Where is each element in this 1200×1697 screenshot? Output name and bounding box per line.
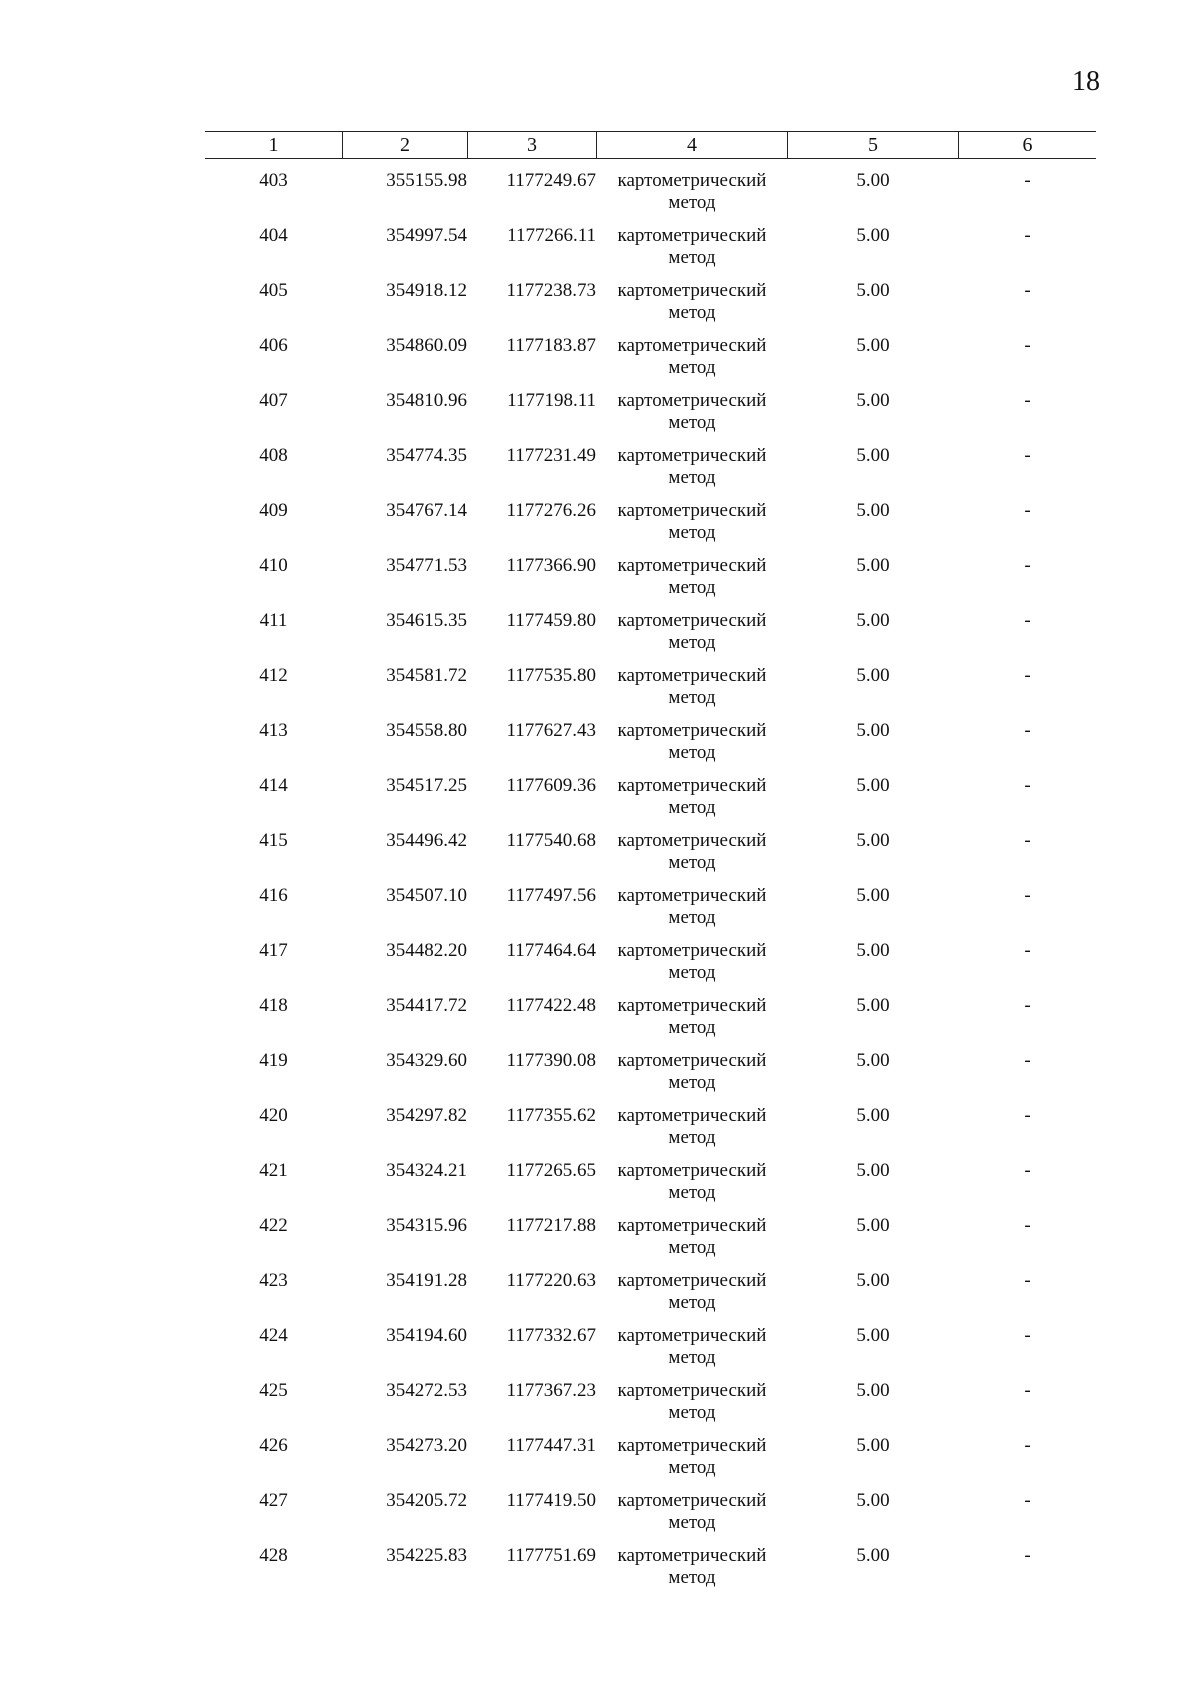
coordinate-y: 1177231.49 — [506, 445, 596, 466]
coordinate-x: 354767.14 — [386, 500, 467, 521]
table-row — [205, 324, 1096, 379]
accuracy-value: 5.00 — [856, 1050, 890, 1071]
coordinate-y: 1177266.11 — [507, 225, 596, 246]
method-line-1: картометрический — [617, 1105, 767, 1126]
determination-method — [597, 1105, 787, 1149]
accuracy-value: 5.00 — [856, 1545, 890, 1566]
coordinate-x: 354225.83 — [386, 1545, 467, 1566]
method-line-2: метод — [668, 1017, 716, 1038]
method-line-2: метод — [668, 1127, 716, 1148]
determination-method — [597, 1380, 787, 1424]
coordinate-x: 354297.82 — [386, 1105, 467, 1126]
determination-method — [597, 500, 787, 544]
table-row — [205, 1149, 1096, 1204]
method-line-1: картометрический — [617, 555, 767, 576]
method-line-2: метод — [668, 247, 716, 268]
point-number: 408 — [259, 445, 288, 466]
coordinate-y: 1177355.62 — [506, 1105, 596, 1126]
method-line-1: картометрический — [617, 1270, 767, 1291]
method-line-1: картометрический — [617, 720, 767, 741]
table-row — [205, 544, 1096, 599]
table-row — [205, 1534, 1096, 1589]
point-number: 404 — [259, 225, 288, 246]
method-line-2: метод — [668, 412, 716, 433]
coordinate-x: 355155.98 — [386, 170, 467, 191]
coordinate-x: 354507.10 — [386, 885, 467, 906]
coordinate-x: 354194.60 — [386, 1325, 467, 1346]
coordinate-y: 1177249.67 — [506, 170, 596, 191]
coordinate-y: 1177459.80 — [506, 610, 596, 631]
note-value: - — [1024, 1105, 1031, 1126]
determination-method — [597, 885, 787, 929]
method-line-1: картометрический — [617, 500, 767, 521]
table-header-row — [205, 131, 1096, 159]
table-row — [205, 1204, 1096, 1259]
note-value: - — [1024, 995, 1031, 1016]
method-line-2: метод — [668, 687, 716, 708]
note-value: - — [1024, 665, 1031, 686]
table-row — [205, 819, 1096, 874]
method-line-1: картометрический — [617, 225, 767, 246]
table-row — [205, 1369, 1096, 1424]
method-line-1: картометрический — [617, 665, 767, 686]
page-number: 18 — [1072, 66, 1100, 97]
determination-method — [597, 830, 787, 874]
coordinate-y: 1177464.64 — [506, 940, 596, 961]
method-line-1: картометрический — [617, 940, 767, 961]
accuracy-value: 5.00 — [856, 665, 890, 686]
method-line-1: картометрический — [617, 1160, 767, 1181]
table-row — [205, 654, 1096, 709]
method-line-2: метод — [668, 742, 716, 763]
determination-method — [597, 1215, 787, 1259]
coordinate-y: 1177540.68 — [506, 830, 596, 851]
point-number: 423 — [259, 1270, 288, 1291]
note-value: - — [1024, 555, 1031, 576]
determination-method — [597, 1160, 787, 1204]
determination-method — [597, 280, 787, 324]
coordinate-y: 1177609.36 — [506, 775, 596, 796]
method-line-1: картометрический — [617, 1380, 767, 1401]
note-value: - — [1024, 1490, 1031, 1511]
coordinate-x: 354324.21 — [386, 1160, 467, 1181]
note-value: - — [1024, 1325, 1031, 1346]
accuracy-value: 5.00 — [856, 390, 890, 411]
method-line-2: метод — [668, 357, 716, 378]
coordinate-y: 1177535.80 — [506, 665, 596, 686]
note-value: - — [1024, 830, 1031, 851]
column-header-1: 1 — [268, 134, 279, 156]
method-line-1: картометрический — [617, 1435, 767, 1456]
coordinate-y: 1177183.87 — [506, 335, 596, 356]
accuracy-value: 5.00 — [856, 170, 890, 191]
note-value: - — [1024, 1270, 1031, 1291]
coordinate-x: 354774.35 — [386, 445, 467, 466]
accuracy-value: 5.00 — [856, 555, 890, 576]
method-line-1: картометрический — [617, 610, 767, 631]
coordinate-x: 354191.28 — [386, 1270, 467, 1291]
note-value: - — [1024, 1545, 1031, 1566]
coordinate-x: 354860.09 — [386, 335, 467, 356]
method-line-2: метод — [668, 467, 716, 488]
method-line-2: метод — [668, 797, 716, 818]
coordinate-x: 354417.72 — [386, 995, 467, 1016]
method-line-1: картометрический — [617, 1215, 767, 1236]
accuracy-value: 5.00 — [856, 280, 890, 301]
method-line-1: картометрический — [617, 390, 767, 411]
accuracy-value: 5.00 — [856, 940, 890, 961]
table-row — [205, 434, 1096, 489]
coordinate-y: 1177497.56 — [506, 885, 596, 906]
note-value: - — [1024, 225, 1031, 246]
table-row — [205, 1094, 1096, 1149]
coordinate-y: 1177217.88 — [506, 1215, 596, 1236]
coordinate-x: 354517.25 — [386, 775, 467, 796]
coordinate-y: 1177627.43 — [506, 720, 596, 741]
method-line-2: метод — [668, 1072, 716, 1093]
determination-method — [597, 445, 787, 489]
accuracy-value: 5.00 — [856, 1215, 890, 1236]
coordinate-y: 1177366.90 — [506, 555, 596, 576]
point-number: 410 — [259, 555, 288, 576]
note-value: - — [1024, 500, 1031, 521]
accuracy-value: 5.00 — [856, 995, 890, 1016]
point-number: 419 — [259, 1050, 288, 1071]
coordinate-x: 354558.80 — [386, 720, 467, 741]
method-line-1: картометрический — [617, 1050, 767, 1071]
table-body — [205, 159, 1096, 1589]
table-row — [205, 379, 1096, 434]
point-number: 403 — [259, 170, 288, 191]
coordinate-x: 354273.20 — [386, 1435, 467, 1456]
determination-method — [597, 1435, 787, 1479]
determination-method — [597, 940, 787, 984]
accuracy-value: 5.00 — [856, 720, 890, 741]
note-value: - — [1024, 445, 1031, 466]
column-header-4: 4 — [687, 134, 697, 156]
note-value: - — [1024, 940, 1031, 961]
method-line-2: метод — [668, 632, 716, 653]
coordinate-y: 1177238.73 — [506, 280, 596, 301]
method-line-2: метод — [668, 522, 716, 543]
note-value: - — [1024, 280, 1031, 301]
coordinate-y: 1177332.67 — [506, 1325, 596, 1346]
coordinate-y: 1177447.31 — [506, 1435, 596, 1456]
coordinate-y: 1177367.23 — [506, 1380, 596, 1401]
coordinate-x: 354771.53 — [386, 555, 467, 576]
determination-method — [597, 335, 787, 379]
coordinate-y: 1177422.48 — [506, 995, 596, 1016]
coordinate-x: 354272.53 — [386, 1380, 467, 1401]
accuracy-value: 5.00 — [856, 885, 890, 906]
determination-method — [597, 1325, 787, 1369]
coordinate-y: 1177390.08 — [506, 1050, 596, 1071]
determination-method — [597, 1545, 787, 1589]
coordinate-y: 1177751.69 — [506, 1545, 596, 1566]
coordinate-x: 354329.60 — [386, 1050, 467, 1071]
coordinate-x: 354205.72 — [386, 1490, 467, 1511]
method-line-1: картометрический — [617, 830, 767, 851]
coordinate-y: 1177276.26 — [506, 500, 596, 521]
method-line-2: метод — [668, 852, 716, 873]
point-number: 416 — [259, 885, 288, 906]
method-line-1: картометрический — [617, 1545, 767, 1566]
coordinate-y: 1177419.50 — [506, 1490, 596, 1511]
coordinate-x: 354315.96 — [386, 1215, 467, 1236]
table-row — [205, 1259, 1096, 1314]
note-value: - — [1024, 1435, 1031, 1456]
point-number: 417 — [259, 940, 288, 961]
accuracy-value: 5.00 — [856, 1490, 890, 1511]
accuracy-value: 5.00 — [856, 1105, 890, 1126]
determination-method — [597, 390, 787, 434]
determination-method — [597, 225, 787, 269]
method-line-2: метод — [668, 577, 716, 598]
point-number: 420 — [259, 1105, 288, 1126]
determination-method — [597, 995, 787, 1039]
point-number: 414 — [259, 775, 288, 796]
accuracy-value: 5.00 — [856, 1160, 890, 1181]
note-value: - — [1024, 1380, 1031, 1401]
point-number: 407 — [259, 390, 288, 411]
table-row — [205, 1424, 1096, 1479]
accuracy-value: 5.00 — [856, 775, 890, 796]
point-number: 422 — [259, 1215, 288, 1236]
point-number: 413 — [259, 720, 288, 741]
accuracy-value: 5.00 — [856, 610, 890, 631]
table-row — [205, 874, 1096, 929]
coordinate-x: 354496.42 — [386, 830, 467, 851]
accuracy-value: 5.00 — [856, 1325, 890, 1346]
point-number: 409 — [259, 500, 288, 521]
method-line-2: метод — [668, 1567, 716, 1588]
note-value: - — [1024, 390, 1031, 411]
determination-method — [597, 555, 787, 599]
method-line-1: картометрический — [617, 280, 767, 301]
method-line-2: метод — [668, 1292, 716, 1313]
coordinate-x: 354997.54 — [386, 225, 467, 246]
coordinate-y: 1177198.11 — [507, 390, 596, 411]
table-row — [205, 1039, 1096, 1094]
coordinates-table — [205, 131, 1096, 1589]
table-row — [205, 269, 1096, 324]
point-number: 405 — [259, 280, 288, 301]
method-line-2: метод — [668, 192, 716, 213]
accuracy-value: 5.00 — [856, 1380, 890, 1401]
method-line-1: картометрический — [617, 885, 767, 906]
point-number: 424 — [259, 1325, 288, 1346]
determination-method — [597, 720, 787, 764]
note-value: - — [1024, 335, 1031, 356]
method-line-1: картометрический — [617, 995, 767, 1016]
method-line-2: метод — [668, 1237, 716, 1258]
coordinate-x: 354581.72 — [386, 665, 467, 686]
coordinate-y: 1177265.65 — [506, 1160, 596, 1181]
column-header-5: 5 — [868, 134, 878, 156]
point-number: 421 — [259, 1160, 288, 1181]
method-line-1: картометрический — [617, 335, 767, 356]
point-number: 426 — [259, 1435, 288, 1456]
method-line-1: картометрический — [617, 1325, 767, 1346]
point-number: 411 — [259, 610, 288, 631]
determination-method — [597, 610, 787, 654]
note-value: - — [1024, 610, 1031, 631]
table-row — [205, 214, 1096, 269]
method-line-2: метод — [668, 962, 716, 983]
column-header-3: 3 — [527, 134, 537, 156]
point-number: 412 — [259, 665, 288, 686]
note-value: - — [1024, 720, 1031, 741]
determination-method — [597, 1270, 787, 1314]
note-value: - — [1024, 885, 1031, 906]
point-number: 415 — [259, 830, 288, 851]
coordinate-x: 354810.96 — [386, 390, 467, 411]
note-value: - — [1024, 1215, 1031, 1236]
method-line-2: метод — [668, 302, 716, 323]
point-number: 425 — [259, 1380, 288, 1401]
coordinate-y: 1177220.63 — [506, 1270, 596, 1291]
accuracy-value: 5.00 — [856, 1270, 890, 1291]
note-value: - — [1024, 1050, 1031, 1071]
method-line-2: метод — [668, 1402, 716, 1423]
table-row — [205, 984, 1096, 1039]
method-line-1: картометрический — [617, 1490, 767, 1511]
table-row — [205, 599, 1096, 654]
accuracy-value: 5.00 — [856, 225, 890, 246]
accuracy-value: 5.00 — [856, 445, 890, 466]
point-number: 428 — [259, 1545, 288, 1566]
determination-method — [597, 1490, 787, 1534]
point-number: 418 — [259, 995, 288, 1016]
table-row — [205, 1314, 1096, 1369]
note-value: - — [1024, 775, 1031, 796]
table-row — [205, 489, 1096, 544]
determination-method — [597, 170, 787, 214]
accuracy-value: 5.00 — [856, 500, 890, 521]
table-row — [205, 159, 1096, 214]
method-line-1: картометрический — [617, 170, 767, 191]
table-row — [205, 929, 1096, 984]
coordinate-x: 354918.12 — [386, 280, 467, 301]
accuracy-value: 5.00 — [856, 1435, 890, 1456]
column-header-6: 6 — [1022, 134, 1033, 156]
method-line-2: метод — [668, 907, 716, 928]
method-line-1: картометрический — [617, 775, 767, 796]
note-value: - — [1024, 1160, 1031, 1181]
note-value: - — [1024, 170, 1031, 191]
column-header-2: 2 — [400, 134, 410, 156]
determination-method — [597, 1050, 787, 1094]
method-line-2: метод — [668, 1347, 716, 1368]
table-row — [205, 709, 1096, 764]
method-line-2: метод — [668, 1182, 716, 1203]
coordinate-x: 354615.35 — [386, 610, 467, 631]
accuracy-value: 5.00 — [856, 830, 890, 851]
point-number: 427 — [259, 1490, 288, 1511]
accuracy-value: 5.00 — [856, 335, 890, 356]
table-row — [205, 1479, 1096, 1534]
method-line-2: метод — [668, 1457, 716, 1478]
determination-method — [597, 665, 787, 709]
point-number: 406 — [259, 335, 288, 356]
table-row — [205, 764, 1096, 819]
determination-method — [597, 775, 787, 819]
method-line-1: картометрический — [617, 445, 767, 466]
coordinate-x: 354482.20 — [386, 940, 467, 961]
method-line-2: метод — [668, 1512, 716, 1533]
